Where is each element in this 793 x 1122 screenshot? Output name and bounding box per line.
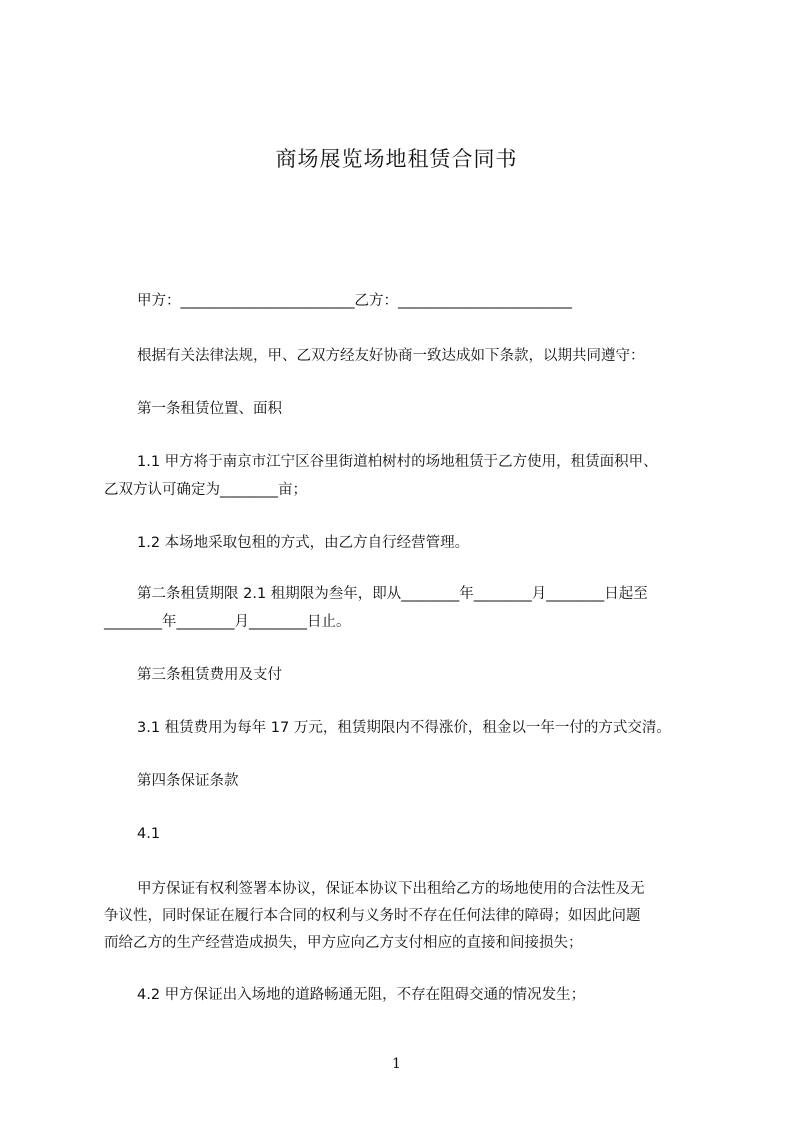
clause-3-1: 3.1 租赁费用为每年 17 万元，租赁期限内不得涨价，租金以一年一付的方式交清。 [137, 720, 671, 736]
document-title: 商场展览场地租赁合同书 [275, 147, 518, 171]
clause-4-1-line-3: 而给乙方的生产经营造成损失，甲方应向乙方支付相应的直接和间接损失； [104, 935, 583, 951]
article-2-line-2: ________年________月________日止。 [104, 614, 351, 630]
article-3-heading: 第三条租赁费用及支付 [137, 667, 282, 683]
clause-4-1-number: 4.1 [137, 826, 161, 842]
article-2-line-1: 第二条租赁期限 2.1 租期限为叁年，即从________年________月________日起至 [137, 586, 648, 602]
parties-line: 甲方：________________________乙方：________________________ [137, 293, 572, 309]
clause-4-1-line-1: 甲方保证有权利签署本协议，保证本协议下出租给乙方的场地使用的合法性及无 [137, 881, 645, 897]
clause-1-1-line-2: 乙双方认可确定为________亩； [104, 482, 307, 498]
clause-4-2: 4.2 甲方保证出入场地的道路畅通无阻，不存在阻碍交通的情况发生； [137, 987, 586, 1003]
preamble: 根据有关法律法规，甲、乙双方经友好协商一致达成如下条款，以期共同遵守： [137, 348, 645, 364]
article-1-heading: 第一条租赁位置、面积 [137, 401, 282, 417]
article-4-heading: 第四条保证条款 [137, 773, 239, 789]
clause-4-1-line-2: 争议性，同时保证在履行本合同的权利与义务时不存在任何法律的障碍；如因此问题 [104, 908, 641, 924]
clause-1-2: 1.2 本场地采取包租的方式，由乙方自行经营管理。 [137, 535, 470, 551]
clause-1-1-line-1: 1.1 甲方将于南京市江宁区谷里街道柏树村的场地租赁于乙方使用，租赁面积甲、 [137, 454, 658, 470]
page-number: 1 [392, 1056, 401, 1072]
